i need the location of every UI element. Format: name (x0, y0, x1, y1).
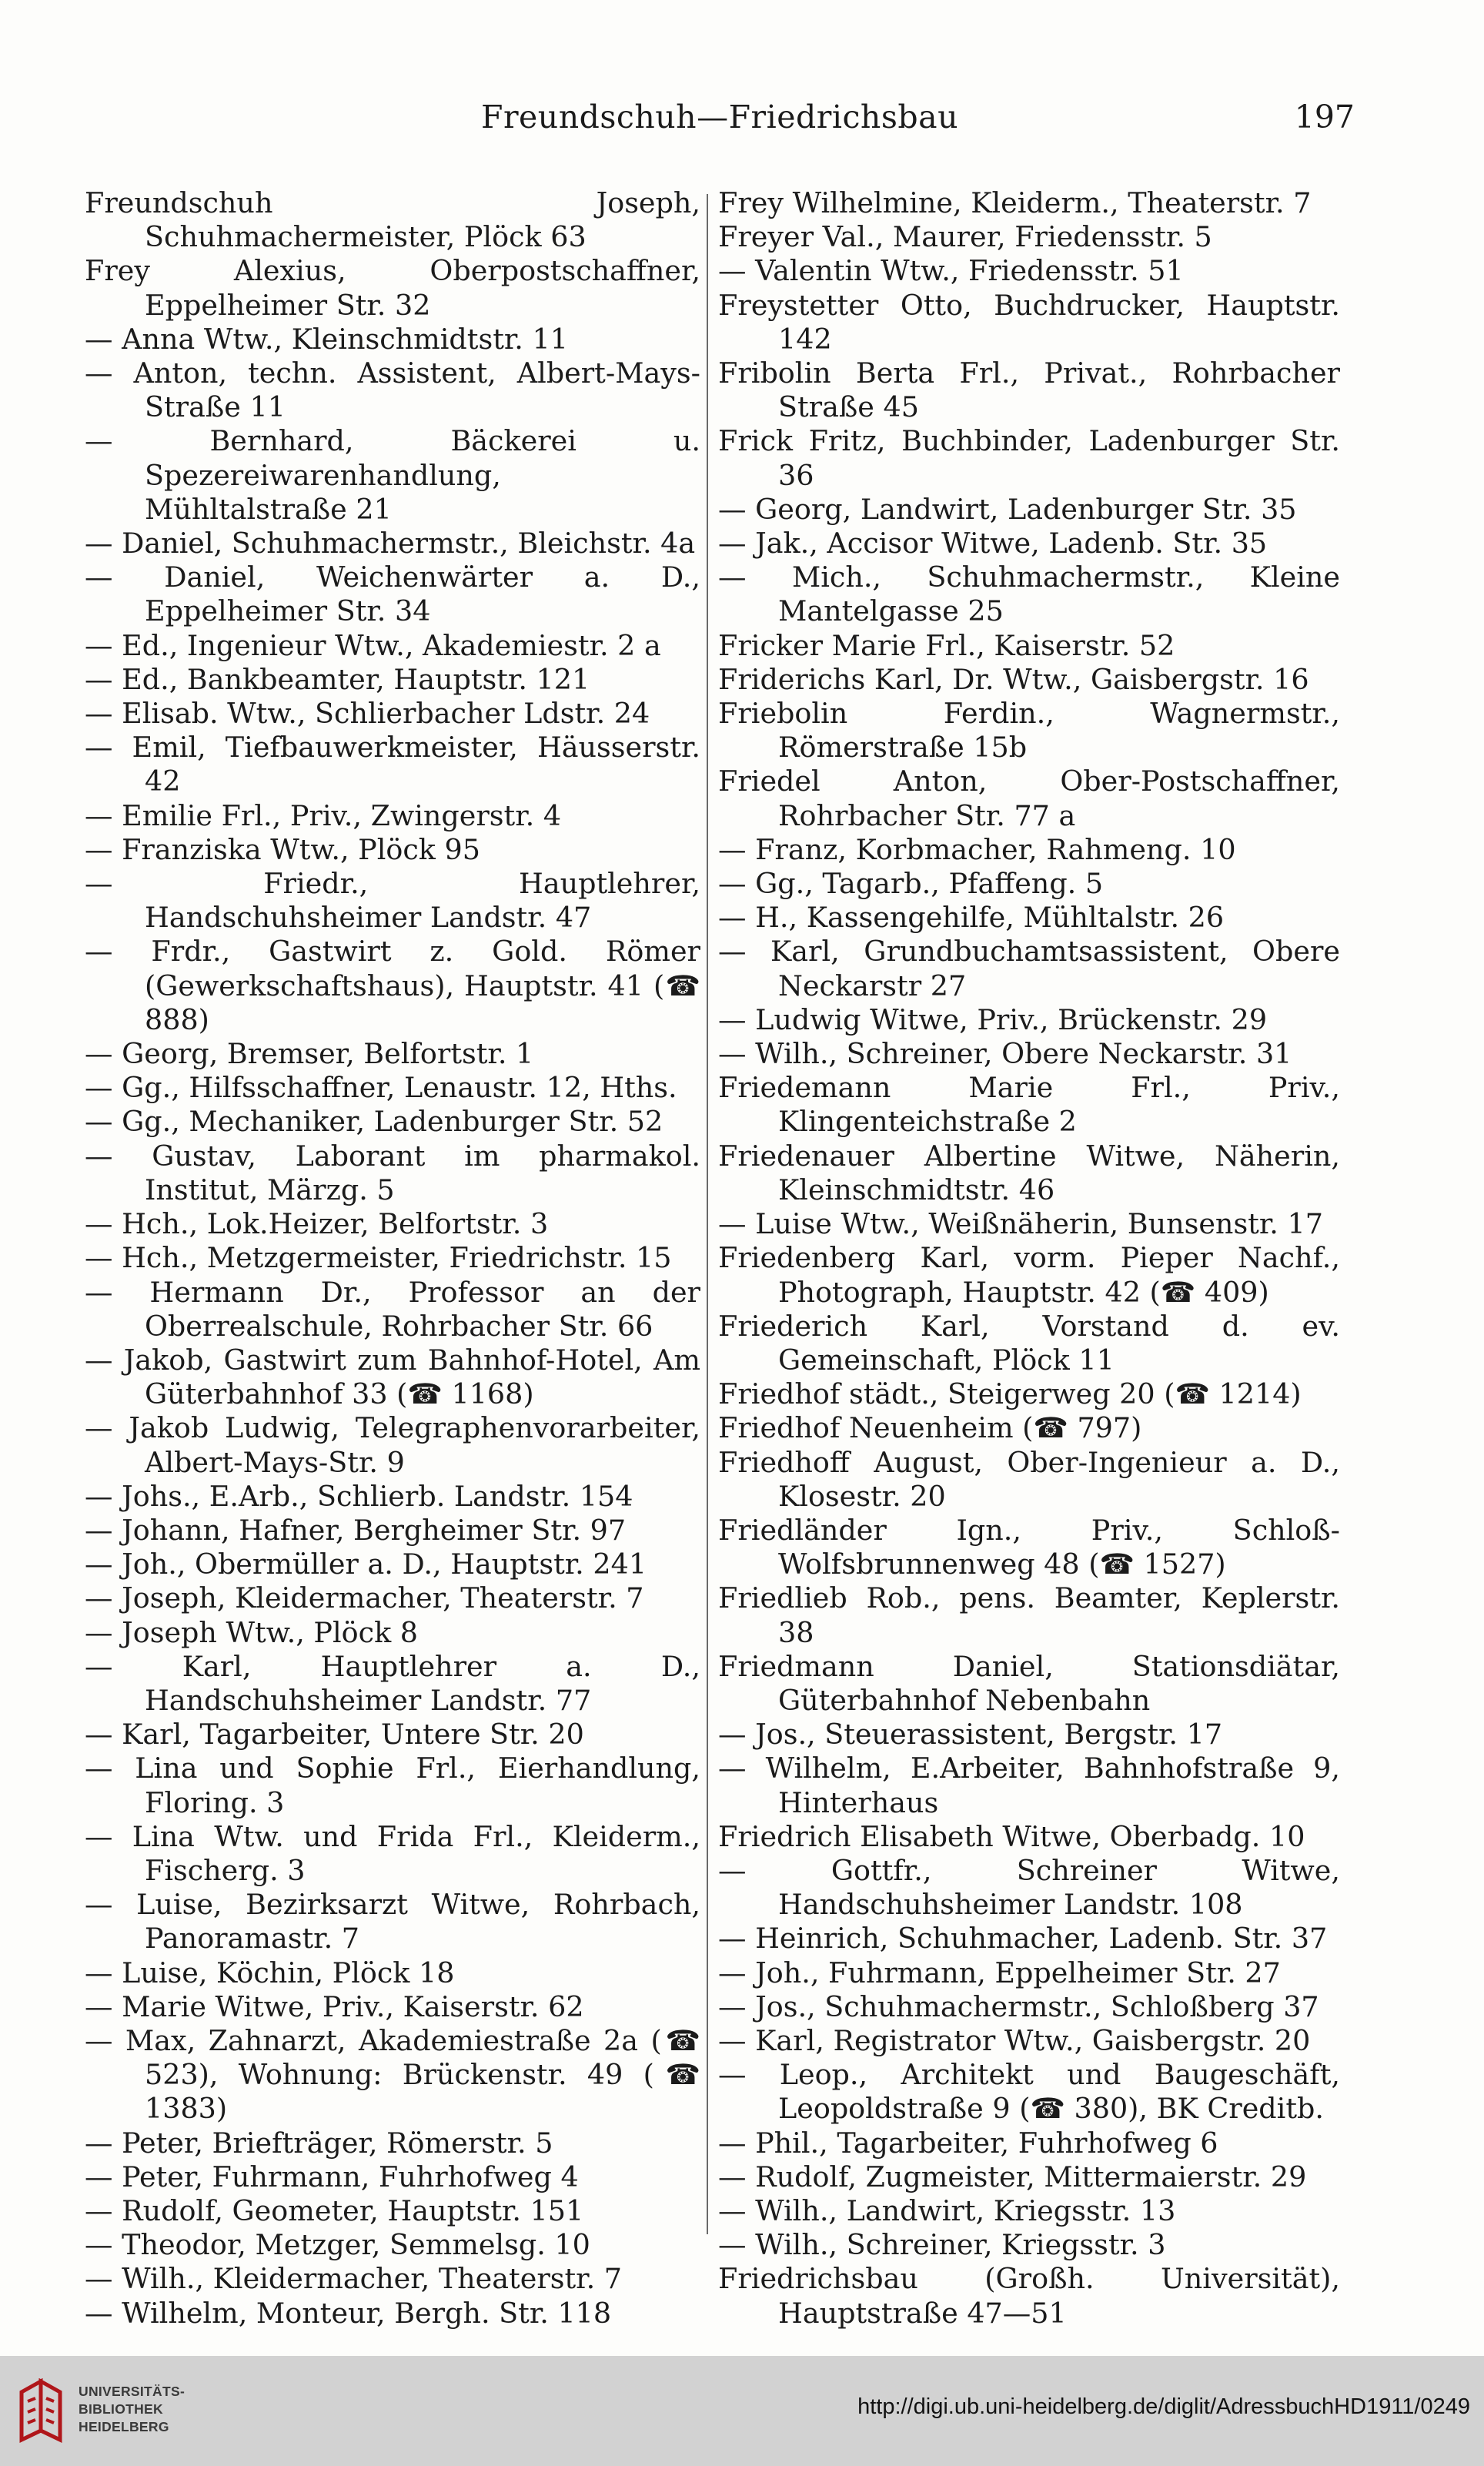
directory-entry: — Theodor, Metzger, Semmelsg. 10 (85, 2228, 590, 2262)
directory-entry: — Luise, Bezirksarzt Witwe, Rohrbach, Panoramastr. 7 (85, 1888, 700, 1956)
directory-entry: — Lina und Sophie Frl., Eierhandlung, Floring. 3 (85, 1752, 700, 1819)
directory-entry: Friedenberg Karl, vorm. Pieper Nachf., Photograph, Hauptstr. 42 (☎ 409) (718, 1241, 1340, 1309)
directory-entry: — Jakob, Gastwirt zum Bahnhof-Hotel, Am Güterbahnhof 33 (☎ 1168) (85, 1343, 700, 1411)
directory-entry: Friderichs Karl, Dr. Wtw., Gaisbergstr. 16 (718, 662, 1309, 696)
directory-entry: — Anton, techn. Assistent, Albert-Mays-Straße 11 (85, 356, 700, 424)
directory-entry: — Phil., Tagarbeiter, Fuhrhofweg 6 (718, 2126, 1218, 2160)
directory-entry: — Karl, Grundbuchamtsassistent, Obere Neckarstr 27 (718, 935, 1340, 1002)
directory-entry: Frey Alexius, Oberpostschaffner, Eppelheimer Str. 32 (85, 254, 700, 322)
directory-entry: — Rudolf, Zugmeister, Mittermaierstr. 29 (718, 2160, 1307, 2193)
directory-entry: — Joh., Obermüller a. D., Hauptstr. 241 (85, 1548, 647, 1581)
library-name (79, 2383, 185, 2436)
directory-entry: — Valentin Wtw., Friedensstr. 51 (718, 254, 1184, 288)
directory-entry: — Leop., Architekt und Baugeschäft, Leopoldstraße 9 (☎ 380), BK Creditb. (718, 2058, 1340, 2126)
directory-entry: — Joseph, Kleidermacher, Theaterstr. 7 (85, 1581, 644, 1615)
directory-entry: Freyer Val., Maurer, Friedensstr. 5 (718, 220, 1212, 254)
directory-entry: — Joseph Wtw., Plöck 8 (85, 1615, 419, 1649)
directory-entry: — Johs., E.Arb., Schlierb. Landstr. 154 (85, 1479, 633, 1513)
directory-entry: — Peter, Briefträger, Römerstr. 5 (85, 2126, 553, 2160)
directory-entry: — H., Kassengehilfe, Mühltalstr. 26 (718, 901, 1225, 935)
directory-entry: — Jos., Steuerassistent, Bergstr. 17 (718, 1718, 1223, 1752)
directory-entry: Friedrich Elisabeth Witwe, Oberbadg. 10 (718, 1819, 1305, 1853)
directory-entry: — Wilh., Kleidermacher, Theaterstr. 7 (85, 2262, 623, 2296)
directory-entry: — Joh., Fuhrmann, Eppelheimer Str. 27 (718, 1956, 1281, 1989)
directory-entry: — Jakob Ludwig, Telegraphenvorarbeiter, Albert-Mays-Str. 9 (85, 1411, 700, 1479)
directory-entry: Friedhof Neuenheim (☎ 797) (718, 1411, 1142, 1445)
directory-entry: — Franziska Wtw., Plöck 95 (85, 832, 480, 866)
library-name-line: HEIDELBERG (79, 2419, 169, 2434)
directory-entry: — Gg., Tagarb., Pfaffeng. 5 (718, 867, 1104, 901)
directory-entry: — Mich., Schuhmachermstr., Kleine Mantelgasse 25 (718, 560, 1340, 628)
directory-entry: Friedel Anton, Ober-Postschaffner, Rohrbacher Str. 77 a (718, 765, 1340, 832)
library-name-line: BIBLIOTHEK (79, 2401, 163, 2417)
running-head (85, 99, 1355, 145)
directory-entry: — Gg., Hilfsschaffner, Lenaustr. 12, Hths. (85, 1071, 677, 1105)
directory-entry: — Gg., Mechaniker, Ladenburger Str. 52 (85, 1105, 663, 1139)
directory-entry: — Jak., Accisor Witwe, Ladenb. Str. 35 (718, 527, 1268, 560)
page-number: 197 (1294, 99, 1355, 136)
page-title: Freundschuh—Friedrichsbau (481, 99, 958, 136)
directory-entry: — Heinrich, Schuhmacher, Ladenb. Str. 37 (718, 1922, 1328, 1956)
directory-entry: — Anna Wtw., Kleinschmidtstr. 11 (85, 322, 568, 356)
directory-entry: — Karl, Registrator Wtw., Gaisbergstr. 20 (718, 2023, 1311, 2057)
directory-entry: — Peter, Fuhrmann, Fuhrhofweg 4 (85, 2160, 579, 2193)
directory-entry: — Jos., Schuhmachermstr., Schloßberg 37 (718, 1989, 1319, 2023)
source-url-link[interactable]: http://digi.ub.uni-heidelberg.de/diglit/AdressbuchHD1911/0249 (857, 2394, 1470, 2419)
directory-entry: — Wilh., Landwirt, Kriegsstr. 13 (718, 2193, 1176, 2227)
directory-entry: — Georg, Bremser, Belfortstr. 1 (85, 1037, 534, 1071)
directory-entry: Friedhoff August, Ober-Ingenieur a. D., Klosestr. 20 (718, 1445, 1340, 1513)
directory-entry: — Emilie Frl., Priv., Zwingerstr. 4 (85, 798, 562, 832)
directory-entry: — Daniel, Weichenwärter a. D., Eppelheimer Str. 34 (85, 560, 700, 628)
directory-entry: — Elisab. Wtw., Schlierbacher Ldstr. 24 (85, 697, 650, 731)
directory-entry: — Georg, Landwirt, Ladenburger Str. 35 (718, 492, 1297, 526)
directory-entry: — Daniel, Schuhmachermstr., Bleichstr. 4a (85, 527, 696, 560)
directory-entry: — Luise, Köchin, Plöck 18 (85, 1956, 455, 1989)
directory-entry: — Karl, Hauptlehrer a. D., Handschuhsheimer Landstr. 77 (85, 1649, 700, 1717)
directory-entry: — Gustav, Laborant im pharmakol. Institut, Märzg. 5 (85, 1139, 700, 1206)
directory-entry: — Emil, Tiefbauwerkmeister, Häusserstr. 42 (85, 731, 700, 798)
directory-entry: — Wilhelm, E.Arbeiter, Bahnhofstraße 9, Hinterhaus (718, 1752, 1340, 1819)
directory-entry: — Wilh., Schreiner, Kriegsstr. 3 (718, 2228, 1166, 2262)
directory-entry: — Max, Zahnarzt, Akademiestraße 2a (☎ 523), Wohnung: Brückenstr. 49 (☎ 1383) (85, 2023, 700, 2126)
directory-entry: Friebolin Ferdin., Wagnermstr., Römerstraße 15b (718, 697, 1340, 765)
directory-entry: — Ludwig Witwe, Priv., Brückenstr. 29 (718, 1002, 1268, 1036)
directory-entry: — Frdr., Gastwirt z. Gold. Römer (Gewerkschaftshaus), Hauptstr. 41 (☎ 888) (85, 935, 700, 1036)
right-column (718, 186, 1340, 2330)
directory-entry: — Friedr., Hauptlehrer, Handschuhsheimer Landstr. 47 (85, 867, 700, 935)
directory-entry: Freundschuh Joseph, Schuhmachermeister, Plöck 63 (85, 186, 700, 254)
library-name-line: UNIVERSITÄTS- (79, 2384, 186, 2399)
directory-entry: Fricker Marie Frl., Kaiserstr. 52 (718, 628, 1175, 662)
left-column (85, 186, 700, 2330)
directory-entry: Friedländer Ign., Priv., Schloß-Wolfsbrunnenweg 48 (☎ 1527) (718, 1513, 1340, 1581)
directory-entry: — Hch., Lok.Heizer, Belfortstr. 3 (85, 1207, 549, 1241)
directory-entry: — Wilhelm, Monteur, Bergh. Str. 118 (85, 2296, 612, 2330)
directory-entry: — Karl, Tagarbeiter, Untere Str. 20 (85, 1718, 584, 1752)
column-divider (707, 194, 708, 2234)
directory-entry: Friederich Karl, Vorstand d. ev. Gemeinschaft, Plöck 11 (718, 1309, 1340, 1377)
directory-entry: — Hch., Metzgermeister, Friedrichstr. 15 (85, 1241, 672, 1275)
directory-entry: Friedlieb Rob., pens. Beamter, Keplerstr. 38 (718, 1581, 1340, 1649)
directory-entry: Friedhof städt., Steigerweg 20 (☎ 1214) (718, 1377, 1302, 1411)
directory-entry: — Gottfr., Schreiner Witwe, Handschuhsheimer Landstr. 108 (718, 1853, 1340, 1922)
directory-entry: Friedrichsbau (Großh. Universität), Hauptstraße 47—51 (718, 2262, 1340, 2330)
library-logo[interactable] (17, 2375, 194, 2449)
directory-entry: — Hermann Dr., Professor an der Oberrealschule, Rohrbacher Str. 66 (85, 1275, 700, 1343)
directory-entry: Fribolin Berta Frl., Privat., Rohrbacher Straße 45 (718, 356, 1340, 424)
library-emblem-icon (17, 2378, 65, 2446)
directory-entry: Frick Fritz, Buchbinder, Ladenburger Str. 36 (718, 424, 1340, 492)
directory-entry: — Ed., Ingenieur Wtw., Akademiestr. 2 a (85, 628, 661, 662)
directory-entry: Freystetter Otto, Buchdrucker, Hauptstr. 142 (718, 288, 1340, 356)
directory-entry: — Wilh., Schreiner, Obere Neckarstr. 31 (718, 1037, 1292, 1071)
directory-entry: Friedenauer Albertine Witwe, Näherin, Kleinschmidtstr. 46 (718, 1139, 1340, 1206)
directory-entry: Frey Wilhelmine, Kleiderm., Theaterstr. 7 (718, 186, 1312, 219)
directory-entry: — Johann, Hafner, Bergheimer Str. 97 (85, 1513, 627, 1547)
footer-bar (0, 2356, 1484, 2466)
directory-entry: — Rudolf, Geometer, Hauptstr. 151 (85, 2193, 584, 2227)
directory-entry: Friedemann Marie Frl., Priv., Klingenteichstraße 2 (718, 1071, 1340, 1139)
directory-entry: — Ed., Bankbeamter, Hauptstr. 121 (85, 662, 590, 696)
directory-entry: — Marie Witwe, Priv., Kaiserstr. 62 (85, 1989, 584, 2023)
directory-entry: — Franz, Korbmacher, Rahmeng. 10 (718, 832, 1236, 866)
directory-entry: — Luise Wtw., Weißnäherin, Bunsenstr. 17 (718, 1207, 1323, 1241)
directory-entry: — Bernhard, Bäckerei u. Spezereiwarenhandlung, Mühltalstraße 21 (85, 424, 700, 526)
directory-entry: — Lina Wtw. und Frida Frl., Kleiderm., Fischerg. 3 (85, 1819, 700, 1887)
directory-entry: Friedmann Daniel, Stationsdiätar, Güterbahnhof Nebenbahn (718, 1649, 1340, 1717)
